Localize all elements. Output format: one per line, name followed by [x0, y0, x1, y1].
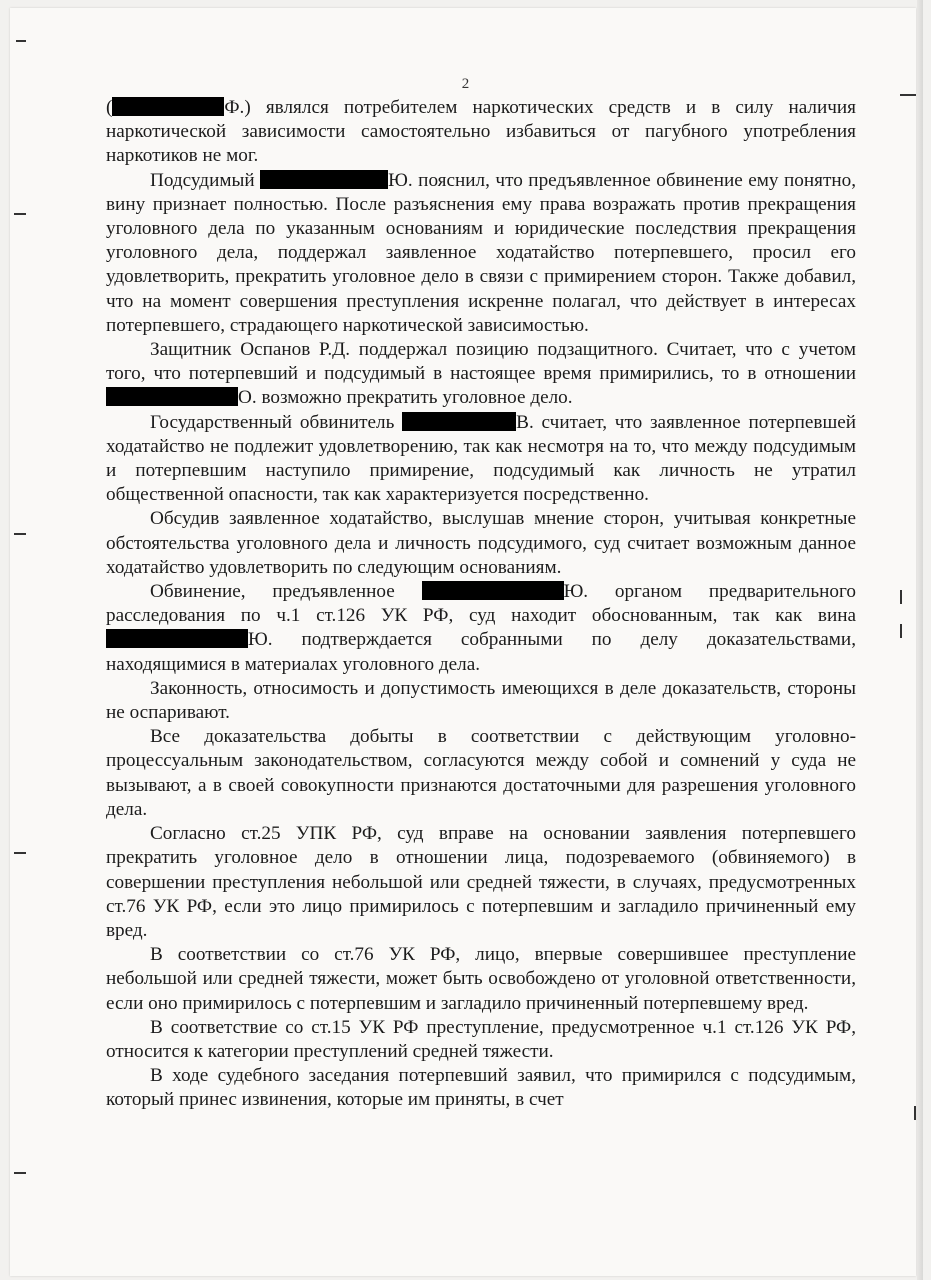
paragraph-text: Обсудив заявленное ходатайство, выслушав мнение сторон, учитывая конкретные обстоятельства уголовного дела и личность подсудимого, суд считает возможным данное ходатайство удовлетворить по следующим основаниям.: [106, 508, 856, 578]
paragraph: [106, 507, 856, 580]
paragraph-text: В соответствии со ст.76 УК РФ, лицо, впервые совершившее преступление небольшой или средней тяжести, может быть освобождено от уголовной ответственности, если оно примирилось с потерпевшим и загладило причиненный потерпевшему вред.: [106, 944, 856, 1014]
paragraph: [106, 411, 856, 508]
redacted-name: [260, 170, 388, 189]
paragraph-text: Обвинение, предъявленное: [150, 581, 422, 603]
paragraph: [106, 96, 856, 169]
paragraph: [106, 169, 856, 338]
paragraph-text: Ю. подтверждается собранными по делу доказательствами, находящимися в материалах уголовного дела.: [106, 629, 856, 675]
margin-mark: [14, 213, 26, 215]
margin-mark: [900, 624, 902, 638]
redacted-name: [106, 387, 238, 406]
paragraph-text: Согласно ст.25 УПК РФ, суд вправе на основании заявления потерпевшего прекратить уголовное дело в отношении лица, подозреваемого (обвиняемого) в совершении преступления небольшой или средней тяжести, в случаях, предусмотренных ст.76 УК РФ, если это лицо примирилось с потерпевшим и загладило причиненный ему вред.: [106, 823, 856, 941]
margin-mark: [16, 40, 26, 42]
paragraph-text: В. считает, что заявленное потерпевшей ходатайство не подлежит удовлетворению, так как несмотря на то, что между подсудимым и потерпевшим наступило примирение, подсудимый как личность не утратил общественной опасности, так как характеризуется посредственно.: [106, 411, 856, 506]
paragraph-text: В ходе судебного заседания потерпевший заявил, что примирился с подсудимым, который принес извинения, которые им приняты, в счет: [106, 1065, 856, 1111]
redacted-name: [402, 412, 516, 431]
redacted-name: [422, 581, 564, 600]
margin-mark: [900, 94, 916, 96]
paragraph-text: (: [106, 97, 113, 118]
paragraph: [106, 1016, 856, 1064]
paragraph-text: Законность, относимость и допустимость имеющихся в деле доказательств, стороны не оспаривают.: [106, 677, 856, 724]
paragraph: [106, 1064, 856, 1112]
margin-mark: [914, 1106, 916, 1120]
margin-mark: [14, 852, 26, 854]
paragraph-text: Ф.) являлся потребителем наркотических средств и в силу наличия наркотической зависимости самостоятельно избавиться от пагубного употребления наркотиков не мог.: [106, 97, 856, 167]
page-edge: [917, 0, 923, 1280]
paragraph-text: О. возможно прекратить уголовное дело.: [238, 387, 573, 409]
paragraph: [106, 943, 856, 1016]
redacted-name: [106, 629, 248, 648]
paragraph-text: Ю. органом предварительного расследования по ч.1 ст.126 УК РФ, суд находит обоснованным, так как вина: [106, 581, 856, 627]
paragraph-text: Подсудимый: [150, 169, 261, 191]
paragraph-text: Защитник Оспанов Р.Д. поддержал позицию подзащитного. Считает, что с учетом того, что потерпевший и подсудимый в настоящее время примирились, то в отношении: [106, 339, 856, 385]
margin-mark: [900, 590, 902, 604]
document-body: [106, 96, 856, 1113]
page-number: 2: [461, 76, 470, 92]
redacted-name: [112, 97, 224, 116]
margin-mark: [14, 533, 26, 535]
paragraph-text: Государственный обвинитель: [150, 411, 403, 433]
paragraph-text: Ю. пояснил, что предъявленное обвинение ему понятно, вину признает полностью. После разъяснения ему права возражать против прекращения уголовного дела по указанным основаниям и юридические последствия прекращения уголовного дела, поддержал заявленное ходатайство потерпевшего, просил его удовлетворить, прекратить уголовное дело в связи с примирением сторон. Также добавил, что на момент совершения преступления искренне полагал, что действует в интересах потерпевшего, страдающего наркотической зависимостью.: [106, 169, 856, 336]
paragraph: [106, 822, 856, 943]
paragraph-text: В соответствие со ст.15 УК РФ преступление, предусмотренное ч.1 ст.126 УК РФ, относится к категории преступлений средней тяжести.: [106, 1016, 856, 1062]
paragraph: [106, 338, 856, 411]
paragraph: [106, 677, 856, 725]
margin-mark: [14, 1172, 26, 1174]
paragraph-text: Все доказательства добыты в соответствии с действующим уголовно-процессуальным законодательством, согласуются между собой и сомнений у суда не вызывают, а в своей совокупности признаются достаточными для разрешения уголовного дела.: [106, 726, 856, 820]
paragraph: [106, 725, 856, 822]
paragraph: [106, 580, 856, 677]
